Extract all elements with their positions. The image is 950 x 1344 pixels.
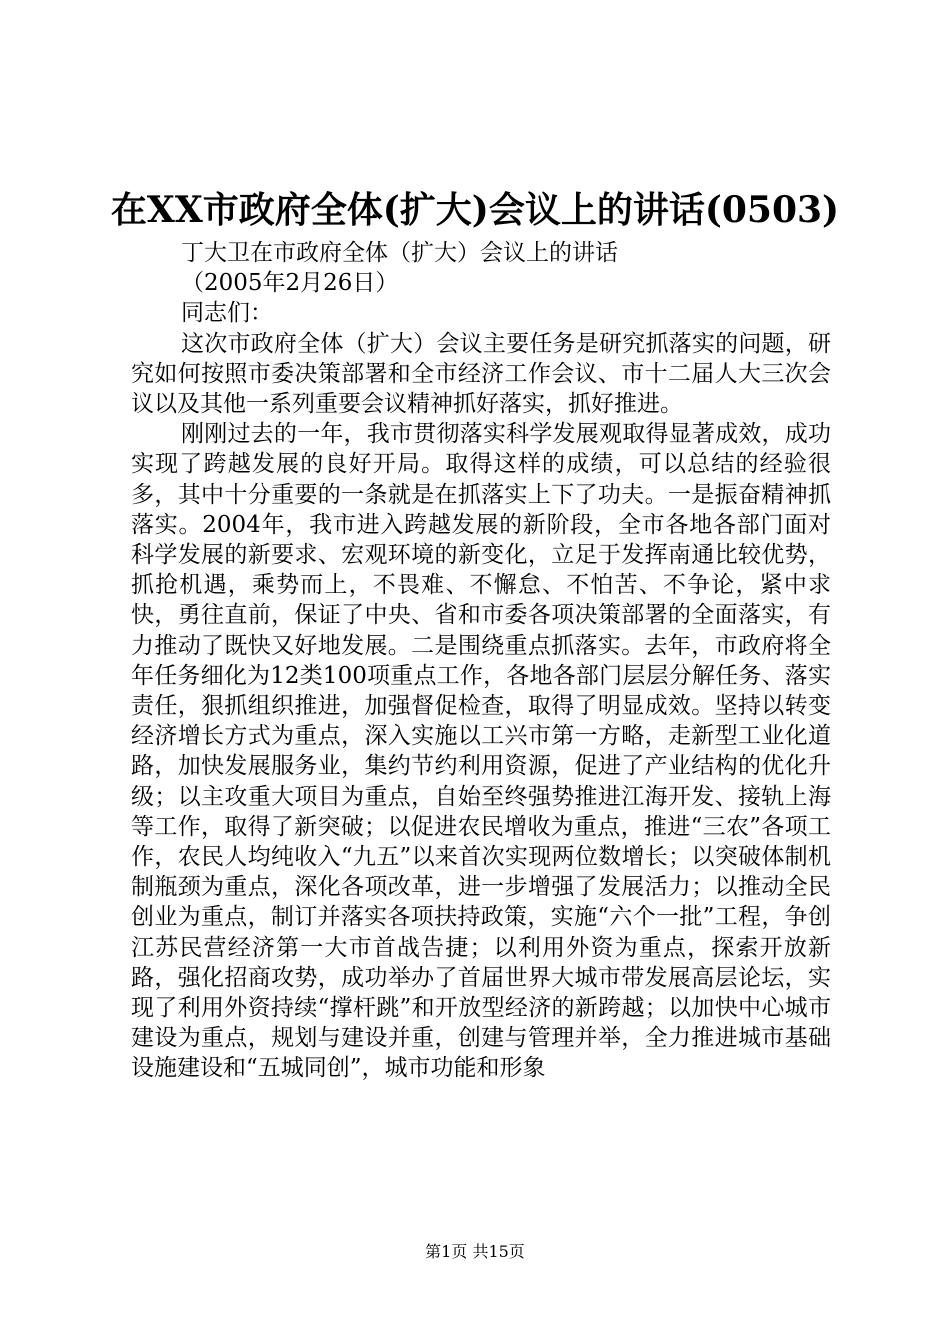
paragraph-1: 这次市政府全体（扩大）会议主要任务是研究抓落实的问题，研究如何按照市委决策部署和全市经济工作会议、市十二届人大三次会议以及其他一系列重要会议精神抓好落实，抓好推进。 (131, 330, 831, 417)
speech-subtitle: 丁大卫在市政府全体（扩大）会议上的讲话 (181, 240, 618, 266)
salutation: 同志们： (181, 300, 273, 327)
document-body (131, 238, 831, 1084)
document-title: 在XX市政府全体(扩大)会议上的讲话(0503) (110, 189, 840, 231)
paragraph-2: 刚刚过去的一年，我市贯彻落实科学发展观取得显著成效，成功实现了跨越发展的良好开局。取得这样的成绩，可以总结的经验很多，其中十分重要的一条就是在抓落实上下了功夫。一是振奋精神抓落实。2004年，我市进入跨越发展的新阶段，全市各地各部门面对科学发展的新要求、宏观环境的新变化，立足于发挥南通比较优势，抓抢机遇，乘势而上，不畏难、不懈怠、不怕苦、不争论，紧中求快，勇往直前，保证了中央、省和市委各项决策部署的全面落实，有力推动了既快又好地发展。二是围绕重点抓落实。去年，市政府将全年任务细化为12类100项重点工作，各地各部门层层分解任务、落实责任，狠抓组织推进，加强督促检查，取得了明显成效。坚持以转变经济增长方式为重点，深入实施以工兴市第一方略，走新型工业化道路，加快发展服务业，集约节约利用资源，促进了产业结构的优化升级；以主攻重大项目为重点，自始至终强势推进江海开发、接轨上海等工作，取得了新突破；以促进农民增收为重点，推进“三农”各项工作，农民人均纯收入“九五”以来首次实现两位数增长；以突破体制机制瓶颈为重点，深化各项改革，进一步增强了发展活力；以推动全民创业为重点，制订并落实各项扶持政策，实施“六个一批”工程，争创江苏民营经济第一大市首战告捷；以利用外资为重点，探索开放新路，强化招商攻势，成功举办了首届世界大城市带发展高层论坛，实现了利用外资持续“撑杆跳”和开放型经济的新跨越；以加快中心城市建设为重点，规划与建设并重，创建与管理并举，全力推进城市基础设施建设和“五城同创”，城市功能和形象 (131, 421, 831, 1082)
speech-date: （2005年2月26日） (181, 270, 399, 297)
page-footer: 第1页 共15页 (425, 1242, 525, 1261)
